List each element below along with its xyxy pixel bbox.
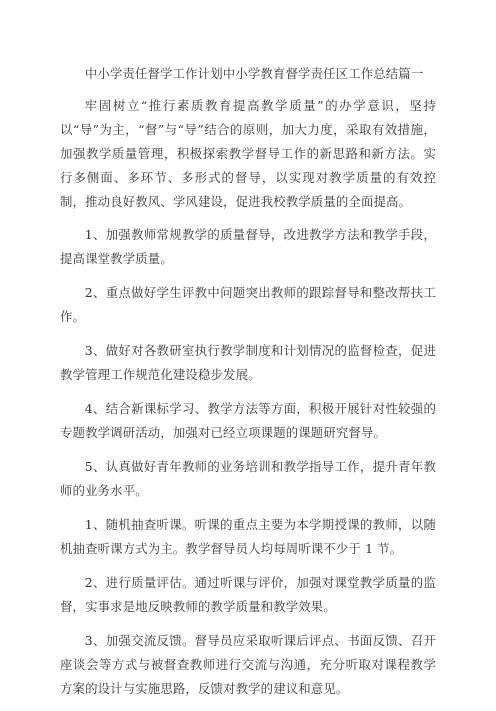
- list-item: 2、进行质量评估。通过听课与评价，加强对课堂教学质量的监督，实事求是地反映教师的教学质量和教学效果。: [60, 575, 436, 614]
- list-item: 3、做好对各教研室执行教学制度和计划情况的监督检查，促进教学管理工作规范化建设稳步发展。: [60, 343, 436, 382]
- list-item: 4、结合新课标学习、教学方法等方面，积极开展针对性较强的专题教学调研活动，加强对已经立项课题的课题研究督导。: [60, 401, 436, 440]
- list-item: 1、加强教师常规教学的质量督导，改进教学方法和教学手段，提高课堂教学质量。: [60, 227, 436, 266]
- document-title: 中小学责任督学工作计划中小学教育督学责任区工作总结篇一: [84, 66, 424, 81]
- list-item: 5、认真做好青年教师的业务培训和教学指导工作，提升青年教师的业务水平。: [60, 459, 436, 498]
- list-item: 3、加强交流反馈。督导员应采取听课后评点、书面反馈、召开座谈会等方式与被督查教师进行交流与沟通，充分听取对课程教学方案的设计与实施思路，反馈对教学的建议和意见。: [60, 633, 436, 696]
- intro-paragraph: 牢固树立“推行素质教育提高教学质量”的办学意识，坚持以“导”为主，“督”与“导”结合的原则，加大力度，采取有效措施，加强教学质量管理，积极探索教学督导工作的新思路和新方法。实行多侧面、多环节、多形式的督导，以实现对教学质量的有效控制，推动良好教风、学风建设，促进我校教学质量的全面提高。: [60, 98, 436, 209]
- list-item: 1、随机抽查听课。听课的重点主要为本学期授课的教师，以随机抽查听课方式为主。教学督导员人均每周听课不少于 1 节。: [60, 517, 436, 556]
- document-body: [60, 62, 436, 711]
- list-item: 2、重点做好学生评教中问题突出教师的跟踪督导和整改帮扶工作。: [60, 285, 436, 324]
